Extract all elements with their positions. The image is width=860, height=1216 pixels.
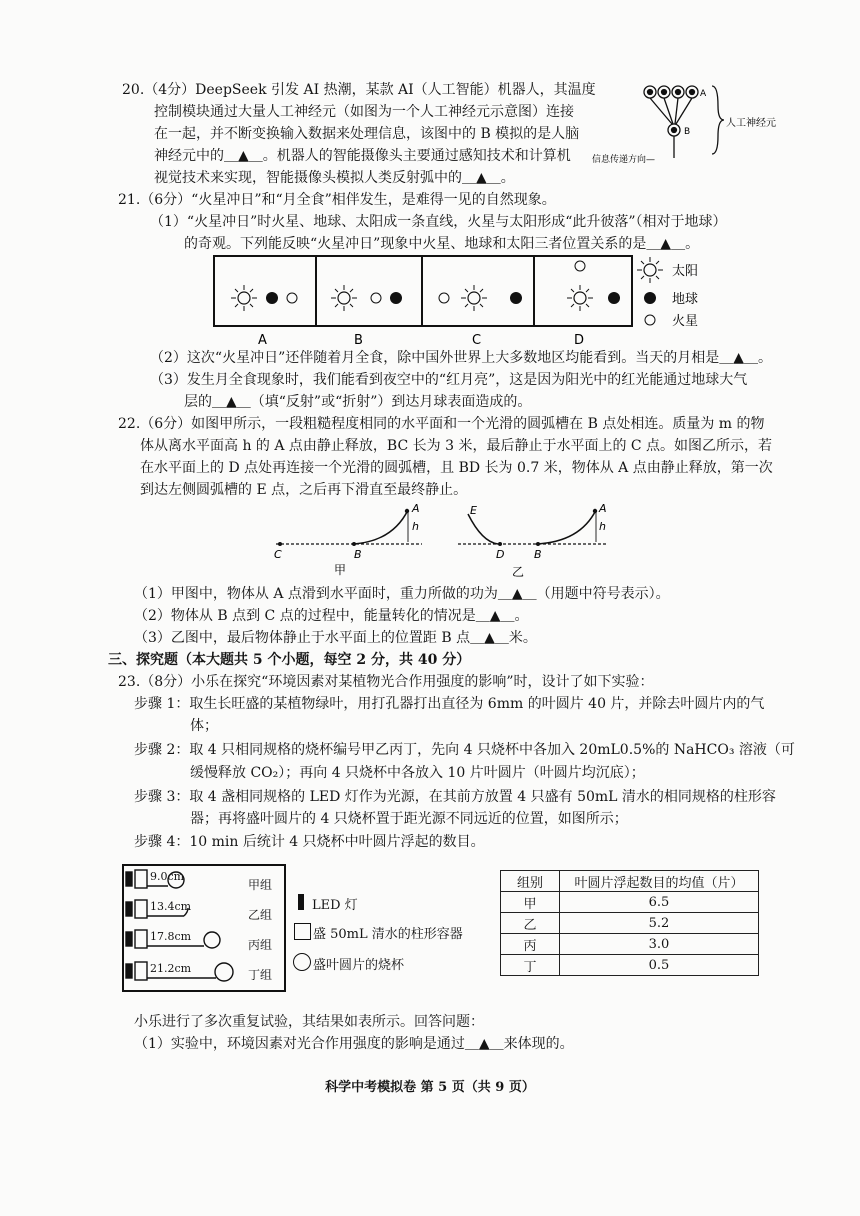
q20-line-3: 在一起，并不断变换输入数据来处理信息，该图中的 B 模拟的是人脑 [154,126,580,142]
legend-earth: 地球 [672,292,699,307]
fig2-caption: 乙 [512,565,525,579]
table-row [501,955,759,976]
distance-ding: 21.2cm [150,962,192,975]
q22-line-2: 体从离水平面高 h 的 A 点由静止释放，BC 长为 3 米，最后静止于水平面上的 C 点。如图乙所示，若 [140,438,773,454]
q23-line-1: 23.（8分）小乐在探究“环境因素对某植物光合作用强度的影响”时，设计了如下实验： [118,674,654,690]
q22-sub-3: （3）乙图中，最后物体静止于水平面上的位置距 B 点＿▲＿米。 [134,630,537,646]
q21-line-4: （2）这次“火星冲日”还伴随着月全食，除中国外世界上大多数地区均能看到。当天的月相是＿▲＿。 [150,350,772,366]
group-ding: 丁组 [248,968,273,982]
table-header: 组别 [501,871,560,892]
table-cell: 丙 [501,934,560,955]
table-cell: 丁 [501,955,560,976]
q23-step3-a: 步骤 3：取 4 盏相同规格的 LED 灯作为光源，在其前方放置 4 只盛有 50mL 清水的相同规格的柱形容 [134,789,776,805]
q22-sub-1: （1）甲图中，物体从 A 点滑到水平面时，重力所做的功为＿▲＿（用题中符号表示）。 [134,586,670,602]
q23-step2-b: 缓慢释放 CO₂）；再向 4 只烧杯中各放入 10 片叶圆片（叶圆片均沉底）； [190,765,645,781]
led-icon [298,894,304,910]
neuron-label-b: B [684,127,691,137]
table-header: 叶圆片浮起数目的均值（片） [560,871,759,892]
neuron-diagram [588,80,788,180]
beaker-icon [293,953,311,971]
q20-line-5: 视觉技术来实现，智能摄像头模拟人类反射弧中的＿▲＿。 [154,170,515,186]
option-a-label: A [258,333,267,348]
fig1-label-c: C [274,548,282,561]
table-cell: 甲 [501,892,560,913]
track-figure-yi [456,500,616,580]
q23-step1-b: 体； [190,718,218,734]
legend-mars: 火星 [672,314,699,329]
q23-step1-a: 步骤 1：取生长旺盛的某植物绿叶，用打孔器打出直径为 6mm 的叶圆片 40 片，并除去叶圆片内的气 [134,696,765,712]
option-b-label: B [354,333,363,348]
q21-line-5: （3）发生月全食现象时，我们能看到夜空中的“红月亮”，这是因为阳光中的红光能通过地球大气 [150,372,748,388]
q23-after: 小乐进行了多次重复试验，其结果如表所示。回答问题： [134,1014,484,1030]
legend-sun: 太阳 [672,264,699,279]
q21-line-2: （1）“火星冲日”时火星、地球、太阳成一条直线，火星与太阳形成“此升彼落”（相对于地球） [150,214,727,230]
results-table [500,870,759,976]
table-cell: 3.0 [560,934,759,955]
fig1-label-h: h [412,520,419,533]
q20-line-1: 20.（4分）DeepSeek 引发 AI 热潮，某款 AI（人工智能）机器人，其温度 [122,82,596,98]
q21-line-6: 层的＿▲＿（填“反射”或“折射”）到达月球表面造成的。 [184,394,532,410]
fig2-label-h: h [599,520,606,533]
neuron-label-a: A [700,89,707,99]
page-footer: 科学中考模拟卷 第 5 页（共 9 页） [325,1080,535,1095]
table-cell: 6.5 [560,892,759,913]
table-row [501,913,759,934]
neuron-label-right: 人工神经元 [726,118,776,129]
table-cell: 0.5 [560,955,759,976]
table-row [501,934,759,955]
q21-line-3: 的奇观。下列能反映“火星冲日”现象中火星、地球和太阳三者位置关系的是＿▲＿。 [184,236,700,252]
group-yi: 乙组 [248,908,273,922]
fig2-label-b: B [534,548,542,561]
q22-line-3: 在水平面上的 D 点处再连接一个光滑的圆弧槽，且 BD 长为 0.7 米，物体从 A 点由静止释放，第一次 [140,460,773,476]
option-c-label: C [472,333,482,348]
container-icon [294,923,311,940]
fig2-label-a: A [599,502,607,515]
distance-bing: 17.8cm [150,930,192,943]
q20-line-4: 神经元中的＿▲＿。机器人的智能摄像头主要通过感知技术和计算机 [154,148,571,164]
legend-container: 盛 50mL 清水的柱形容器 [313,927,463,942]
fig2-label-e: E [470,504,477,517]
section-heading: 三、探究题（本大题共 5 个小题，每空 2 分，共 40 分） [108,652,471,668]
q20-line-2: 控制模块通过大量人工神经元（如图为一个人工神经元示意图）连接 [154,104,574,120]
group-bing: 丙组 [248,938,273,952]
fig1-label-a: A [412,502,420,515]
distance-yi: 13.4cm [150,900,192,913]
table-cell: 5.2 [560,913,759,934]
table-header-row [501,871,759,892]
q21-line-1: 21.（6分）“火星冲日”和“月全食”相伴发生，是难得一见的自然现象。 [118,192,556,208]
track-figure-jia [262,500,442,580]
fig2-label-d: D [496,548,505,561]
q23-sub-1: （1）实验中，环境因素对光合作用强度的影响是通过＿▲＿来体现的。 [134,1036,574,1052]
fig1-caption: 甲 [334,563,347,577]
legend-beaker: 盛叶圆片的烧杯 [313,958,405,973]
q23-step4: 步骤 4：10 min 后统计 4 只烧杯中叶圆片浮起的数目。 [134,834,485,850]
fig1-label-b: B [354,548,362,561]
distance-jia: 9.0cm [150,870,185,883]
q22-sub-2: （2）物体从 B 点到 C 点的过程中，能量转化的情况是＿▲＿。 [134,608,529,624]
q23-step2-a: 步骤 2：取 4 只相同规格的烧杯编号甲乙丙丁，先向 4 只烧杯中各加入 20mL0.5%的 NaHCO₃ 溶液（可 [134,742,795,758]
mars-opposition-figure [210,252,710,348]
legend-led: LED 灯 [312,898,358,913]
q23-step3-b: 器；再将盛叶圆片的 4 只烧杯置于距光源不同远近的位置，如图所示； [190,811,628,827]
q22-line-1: 22.（6分）如图甲所示，一段粗糙程度相同的水平面和一个光滑的圆弧槽在 B 点处相连。质量为 m 的物 [118,416,765,432]
table-cell: 乙 [501,913,560,934]
table-row [501,892,759,913]
group-jia: 甲组 [248,878,273,892]
q22-line-4: 到达左侧圆弧槽的 E 点，之后再下滑直至最终静止。 [140,482,468,498]
option-d-label: D [574,333,585,348]
neuron-label-bottom: 信息传递方向— [592,155,656,165]
